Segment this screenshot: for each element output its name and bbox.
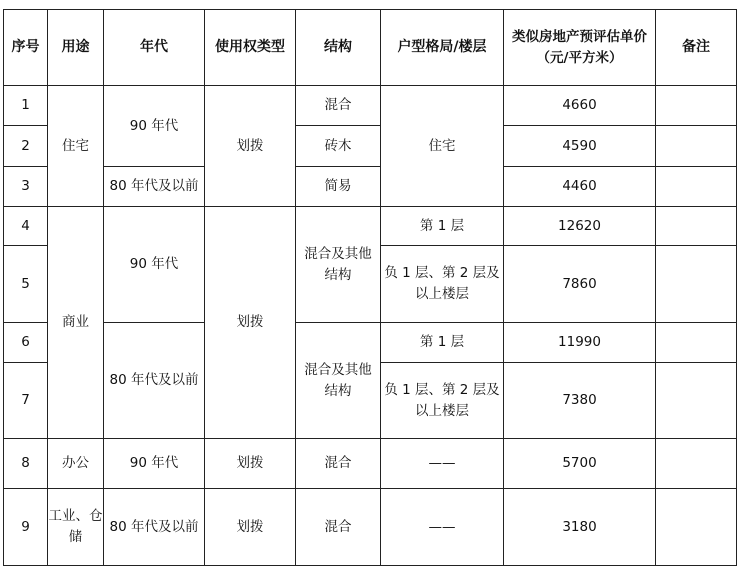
cell-use-office: 办公	[48, 439, 104, 489]
cell-seq: 3	[4, 167, 48, 207]
cell-layout: 负 1 层、第 2 层及以上楼层	[381, 246, 504, 323]
cell-seq: 2	[4, 126, 48, 167]
cell-use-residential: 住宅	[48, 86, 104, 207]
cell-seq: 5	[4, 246, 48, 323]
header-note: 备注	[656, 10, 737, 86]
cell-seq: 6	[4, 323, 48, 363]
cell-layout: 负 1 层、第 2 层及以上楼层	[381, 363, 504, 439]
table-row	[4, 86, 737, 126]
header-use: 用途	[48, 10, 104, 86]
header-structure: 结构	[296, 10, 381, 86]
cell-note	[656, 489, 737, 566]
cell-unit-price: 11990	[504, 323, 656, 363]
cell-right-type: 划拨	[205, 489, 296, 566]
cell-right-type: 划拨	[205, 207, 296, 439]
cell-use-commercial: 商业	[48, 207, 104, 439]
cell-unit-price: 4460	[504, 167, 656, 207]
cell-use-industrial: 工业、仓储	[48, 489, 104, 566]
cell-unit-price: 4660	[504, 86, 656, 126]
cell-note	[656, 246, 737, 323]
cell-right-type: 划拨	[205, 439, 296, 489]
cell-era-80s: 80 年代及以前	[104, 323, 205, 439]
cell-seq: 1	[4, 86, 48, 126]
cell-note	[656, 363, 737, 439]
cell-unit-price: 4590	[504, 126, 656, 167]
table-row	[4, 439, 737, 489]
header-seq: 序号	[4, 10, 48, 86]
cell-unit-price: 7380	[504, 363, 656, 439]
cell-note	[656, 86, 737, 126]
table-row	[4, 323, 737, 363]
table-row	[4, 167, 737, 207]
header-unit-price: 类似房地产预评估单价 （元/平方米）	[504, 10, 656, 86]
cell-layout: 第 1 层	[381, 323, 504, 363]
cell-structure: 砖木	[296, 126, 381, 167]
header-right-type: 使用权类型	[205, 10, 296, 86]
cell-unit-price: 5700	[504, 439, 656, 489]
cell-note	[656, 323, 737, 363]
cell-era-90s: 90 年代	[104, 86, 205, 167]
cell-seq: 9	[4, 489, 48, 566]
cell-note	[656, 439, 737, 489]
cell-layout: ——	[381, 489, 504, 566]
cell-structure: 简易	[296, 167, 381, 207]
cell-layout: 住宅	[381, 86, 504, 207]
cell-note	[656, 126, 737, 167]
cell-note	[656, 167, 737, 207]
cell-seq: 4	[4, 207, 48, 246]
cell-structure: 混合	[296, 439, 381, 489]
cell-seq: 8	[4, 439, 48, 489]
cell-layout: ——	[381, 439, 504, 489]
table-row	[4, 489, 737, 566]
header-layout-floor: 户型格局/楼层	[381, 10, 504, 86]
cell-era-90s: 90 年代	[104, 207, 205, 323]
cell-era-80s: 80 年代及以前	[104, 167, 205, 207]
cell-structure: 混合及其他结构	[296, 207, 381, 323]
table-row	[4, 207, 737, 246]
header-era: 年代	[104, 10, 205, 86]
cell-structure: 混合	[296, 489, 381, 566]
cell-unit-price: 3180	[504, 489, 656, 566]
cell-unit-price: 12620	[504, 207, 656, 246]
cell-note	[656, 207, 737, 246]
cell-era-80s: 80 年代及以前	[104, 489, 205, 566]
cell-seq: 7	[4, 363, 48, 439]
cell-era-90s: 90 年代	[104, 439, 205, 489]
cell-unit-price: 7860	[504, 246, 656, 323]
cell-structure: 混合及其他结构	[296, 323, 381, 439]
valuation-table	[3, 9, 737, 566]
cell-structure: 混合	[296, 86, 381, 126]
cell-layout: 第 1 层	[381, 207, 504, 246]
cell-right-type: 划拨	[205, 86, 296, 207]
header-row	[4, 10, 737, 86]
